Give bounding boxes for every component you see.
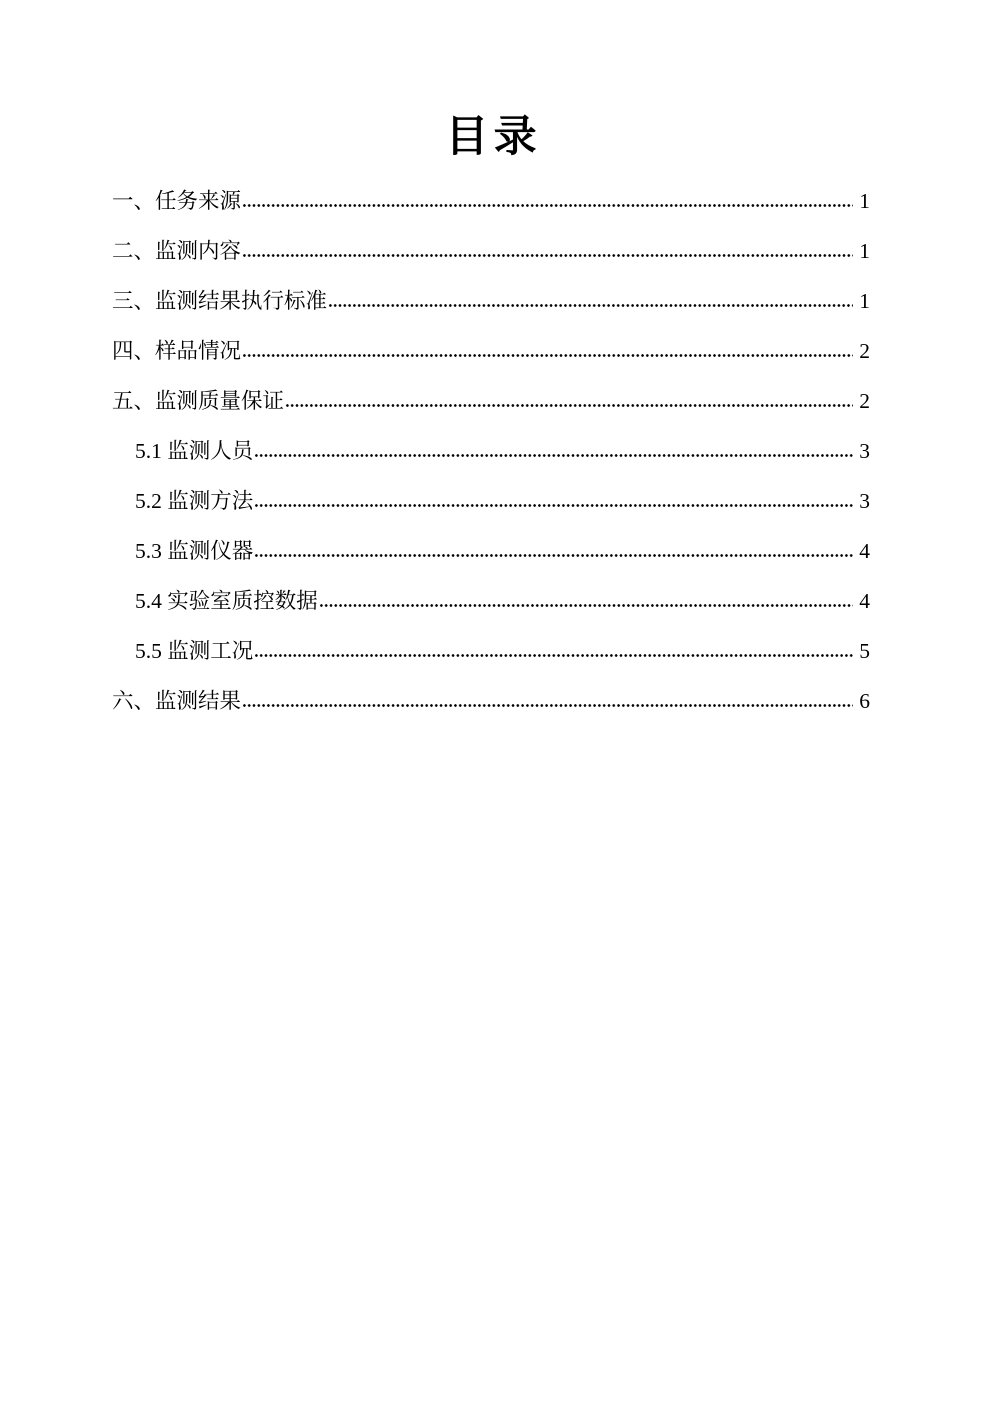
toc-section bbox=[0, 110, 992, 712]
toc-entry[interactable] bbox=[112, 340, 870, 362]
toc-entry[interactable] bbox=[112, 690, 870, 712]
toc-entry[interactable] bbox=[112, 490, 870, 512]
toc-dot-leader bbox=[254, 503, 853, 508]
toc-entry[interactable] bbox=[112, 590, 870, 612]
toc-entry-label: 六、监测结果 bbox=[112, 688, 242, 713]
toc-entry-label: 一、任务来源 bbox=[112, 188, 242, 213]
toc-dot-leader bbox=[242, 253, 853, 258]
toc-entry-label: 5.5 监测工况 bbox=[135, 638, 254, 663]
toc-dot-leader bbox=[254, 553, 853, 558]
toc-entry-page: 5 bbox=[859, 638, 870, 663]
toc-entry-page: 1 bbox=[859, 188, 870, 213]
toc-dot-leader bbox=[319, 603, 853, 608]
toc-entry-label: 5.3 监测仪器 bbox=[135, 538, 254, 563]
toc-entry[interactable] bbox=[112, 540, 870, 562]
toc-entry[interactable] bbox=[112, 440, 870, 462]
toc-entry-page: 1 bbox=[859, 288, 870, 313]
toc-entry[interactable] bbox=[112, 640, 870, 662]
toc-entry-label: 三、监测结果执行标准 bbox=[112, 288, 328, 313]
toc-entry-label: 四、样品情况 bbox=[112, 338, 242, 363]
toc-entry-label: 二、监测内容 bbox=[112, 238, 242, 263]
toc-list bbox=[112, 190, 870, 712]
toc-entry[interactable] bbox=[112, 390, 870, 412]
toc-dot-leader bbox=[285, 403, 853, 408]
toc-entry-page: 2 bbox=[859, 388, 870, 413]
toc-dot-leader bbox=[254, 653, 853, 658]
toc-entry[interactable] bbox=[112, 240, 870, 262]
toc-entry-page: 6 bbox=[859, 688, 870, 713]
toc-entry-page: 3 bbox=[859, 438, 870, 463]
toc-dot-leader bbox=[242, 703, 853, 708]
toc-dot-leader bbox=[242, 203, 853, 208]
page-title: 目录 bbox=[445, 114, 542, 161]
toc-entry-page: 3 bbox=[859, 488, 870, 513]
toc-entry-label: 五、监测质量保证 bbox=[112, 388, 285, 413]
toc-entry-page: 2 bbox=[859, 338, 870, 363]
toc-entry-label: 5.2 监测方法 bbox=[135, 488, 254, 513]
toc-dot-leader bbox=[328, 303, 853, 308]
toc-entry-label: 5.4 实验室质控数据 bbox=[135, 588, 318, 613]
toc-entry-page: 1 bbox=[859, 238, 870, 263]
toc-entry-page: 4 bbox=[859, 538, 870, 563]
toc-dot-leader bbox=[254, 453, 853, 458]
toc-entry[interactable] bbox=[112, 290, 870, 312]
toc-entry-label: 5.1 监测人员 bbox=[135, 438, 254, 463]
toc-dot-leader bbox=[242, 353, 853, 358]
toc-entry-page: 4 bbox=[859, 588, 870, 613]
toc-entry[interactable] bbox=[112, 190, 870, 212]
